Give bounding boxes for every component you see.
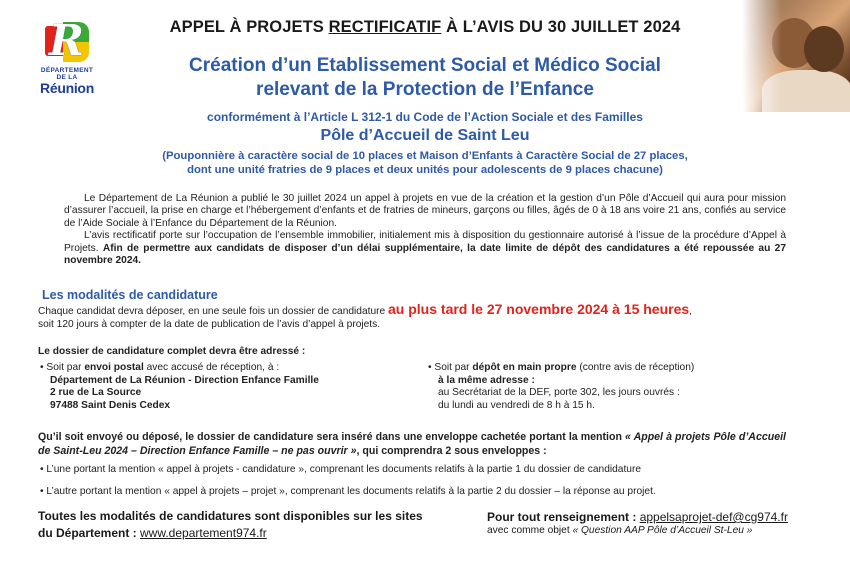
intro-paragraph-1: Le Département de La Réunion a publié le 30 juillet 2024 un appel à projets en vue de la création et la gestion d’un Pôle d’Accueil qui aura pour mission d’assurer l’accueil, la prise en charge et l’hébergement d’enfants et de fratries de mineurs, garçons ou filles, âgés de 0 à 18 ans voire 21 ans, confiés au service de l’Aide Sociale à l’Enfance du Département de la Réunion. <box>64 193 786 229</box>
hand-delivery-option: • Soit par dépôt en main propre (contre avis de réception) à la même adresse : au Secrétariat de la DEF, porte 302, les jours ouvrés : du lundi au vendredi de 8 h à 15 h. <box>428 362 695 411</box>
list-item: • L’autre portant la mention « appel à projets – projet », comprenant les documents relatifs à la partie 2 du dossier – la réponse au projet. <box>40 486 656 497</box>
intro-paragraph-2: L’avis rectificatif porte sur l’occupation de l’ensemble immobilier, initialement mis à disposition du gestionnaire autorisé à l’issue de la procédure d’Appel à Projets. Afin de permettre aux candidats de disposer d’un délai supplémentaire, la date limite de dépôt des candidatures a été repoussée au 27 novembre 2024. <box>64 230 786 267</box>
website-link[interactable]: www.departement974.fr <box>140 526 267 540</box>
dossier-heading: Le dossier de candidature complet devra être adressé : <box>38 346 306 357</box>
postal-option: • Soit par envoi postal avec accusé de réception, à : Département de La Réunion - Direction Enfance Famille 2 rue de La Source 97488 Saint Denis Cedex <box>40 362 319 411</box>
envelope-instructions: Qu’il soit envoyé ou déposé, le dossier de candidature sera inséré dans une enveloppe cachetée portant la mention « Appel à projets Pôle d’Accueil de Saint-Leu 2024 – Direction Enfance Famille – ne pas ouvrir », qui comprendra 2 sous enveloppes : <box>38 431 786 457</box>
main-heading: Création d’un Etablissement Social et Médico Social relevant de la Protection de l’Enfance <box>189 55 661 100</box>
candidature-deadline: Chaque candidat devra déposer, en une seule fois un dossier de candidature au plus tard le 27 novembre 2024 à 15 heures, soit 120 jours à compter de la date de publication de l’avis d’appel à projets. <box>38 301 693 330</box>
logo-r-icon: R <box>43 20 91 64</box>
page-title: APPEL À PROJETS RECTIFICATIF À L’AVIS DU 30 JUILLET 2024 <box>169 18 681 36</box>
pole-description: (Pouponnière à caractère social de 10 places et Maison d’Enfants à Caractère Social de 27 places, dont une unité fratries de 9 places et deux unités pour adolescents de 9 places chacune) <box>162 150 688 176</box>
envelope-list <box>40 463 790 507</box>
email-link[interactable]: appelsaprojet-def@cg974.fr <box>639 510 788 524</box>
list-item: • L’une portant la mention « appel à projets - candidature », comprenant les documents relatifs à la partie 1 du dossier de candidature <box>40 464 642 475</box>
section-title-modalites: Les modalités de candidature <box>42 288 218 302</box>
logo-small-text: DÉPARTEMENT DE LA <box>40 67 94 81</box>
logo-big-text: Réunion <box>40 80 94 96</box>
legal-reference: conformément à l’Article L 312-1 du Code de l’Action Sociale et des Familles <box>207 110 643 124</box>
footer-info: Toutes les modalités de candidatures sont disponibles sur les sites du Département : www.departement974.fr <box>38 509 423 540</box>
footer-contact: Pour tout renseignement : appelsaprojet-def@cg974.fr avec comme objet « Question AAP Pôle d’Accueil St-Leu » <box>487 510 788 536</box>
pole-title: Pôle d’Accueil de Saint Leu <box>320 127 530 144</box>
deadline-highlight: au plus tard le 27 novembre 2024 à 15 heures <box>388 301 690 317</box>
intro-text <box>64 193 786 267</box>
